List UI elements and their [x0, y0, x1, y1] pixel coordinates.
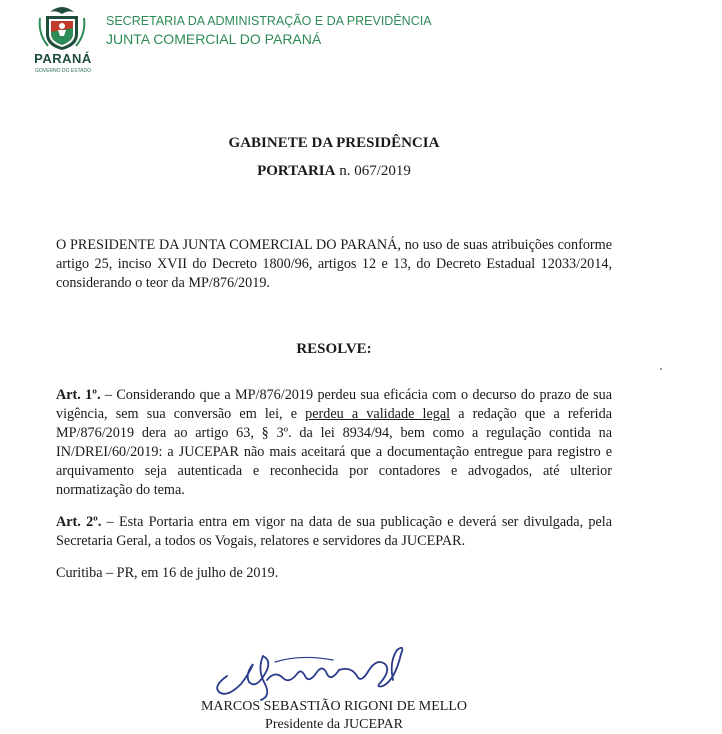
resolve-heading: RESOLVE:	[296, 341, 372, 357]
org-line-secretaria: SECRETARIA DA ADMINISTRAÇÃO E DA PREVIDÊNCIA	[106, 14, 432, 28]
article-2-text: – Esta Portaria entra em vigor na data de sua publicação e deverá ser divulgada, pela Secretaria Geral, a todos os Vogais, relatores e servidores da JUCEPAR.	[56, 514, 612, 549]
document-title-block	[0, 133, 668, 181]
signer-name: MARCOS SEBASTIÃO RIGONI DE MELLO	[200, 699, 467, 714]
article-1-underlined: perdeu a validade legal	[305, 406, 451, 422]
scan-speck	[660, 368, 662, 370]
article-1	[56, 386, 612, 500]
article-1-label: Art. 1º.	[56, 387, 101, 403]
article-2-label: Art. 2º.	[56, 514, 102, 530]
org-line-junta: JUNTA COMERCIAL DO PARANÁ	[106, 31, 322, 47]
article-1-text-end: a redação que a referida MP/876/2019 dera ao artigo 63, § 3º. da lei 8934/94, bem como a regulação contida na IN/DREI/60/2019: a JUCEPAR não mais aceitará que a documentação entregue para registro e arquivamento seja autenticada e reconhecida por contadores e advogados, até ulterior normatização do tema.	[56, 406, 613, 498]
logo-subtitle: GOVERNO DO ESTADO	[34, 68, 92, 74]
article-1-text-start: – Considerando que a MP/876/2019 perdeu sua eficácia com o decurso do prazo de sua vigência, sem sua conversão em lei, e	[56, 387, 612, 422]
heading-gabinete: GABINETE DA PRESIDÊNCIA	[228, 135, 440, 151]
date-line: Curitiba – PR, em 16 de julho de 2019.	[56, 565, 279, 581]
signer-block	[0, 698, 668, 734]
logo-wordmark: PARANÁ	[34, 51, 92, 66]
letterhead	[30, 4, 530, 80]
portaria-line	[0, 161, 668, 181]
portaria-number: n. 067/2019	[339, 163, 411, 179]
portaria-label: PORTARIA	[257, 163, 336, 179]
article-2	[56, 513, 612, 551]
signer-title: Presidente da JUCEPAR	[265, 717, 403, 732]
parana-coat-of-arms-icon	[30, 4, 94, 78]
handwritten-signature	[205, 640, 420, 702]
intro-paragraph: O PRESIDENTE DA JUNTA COMERCIAL DO PARANÁ, no uso de suas atribuições conforme artigo 25, inciso XVII do Decreto 1800/96, artigos 12 e 13, do Decreto Estadual 12033/2014, considerando o teor da MP/876/2019.	[56, 237, 612, 291]
